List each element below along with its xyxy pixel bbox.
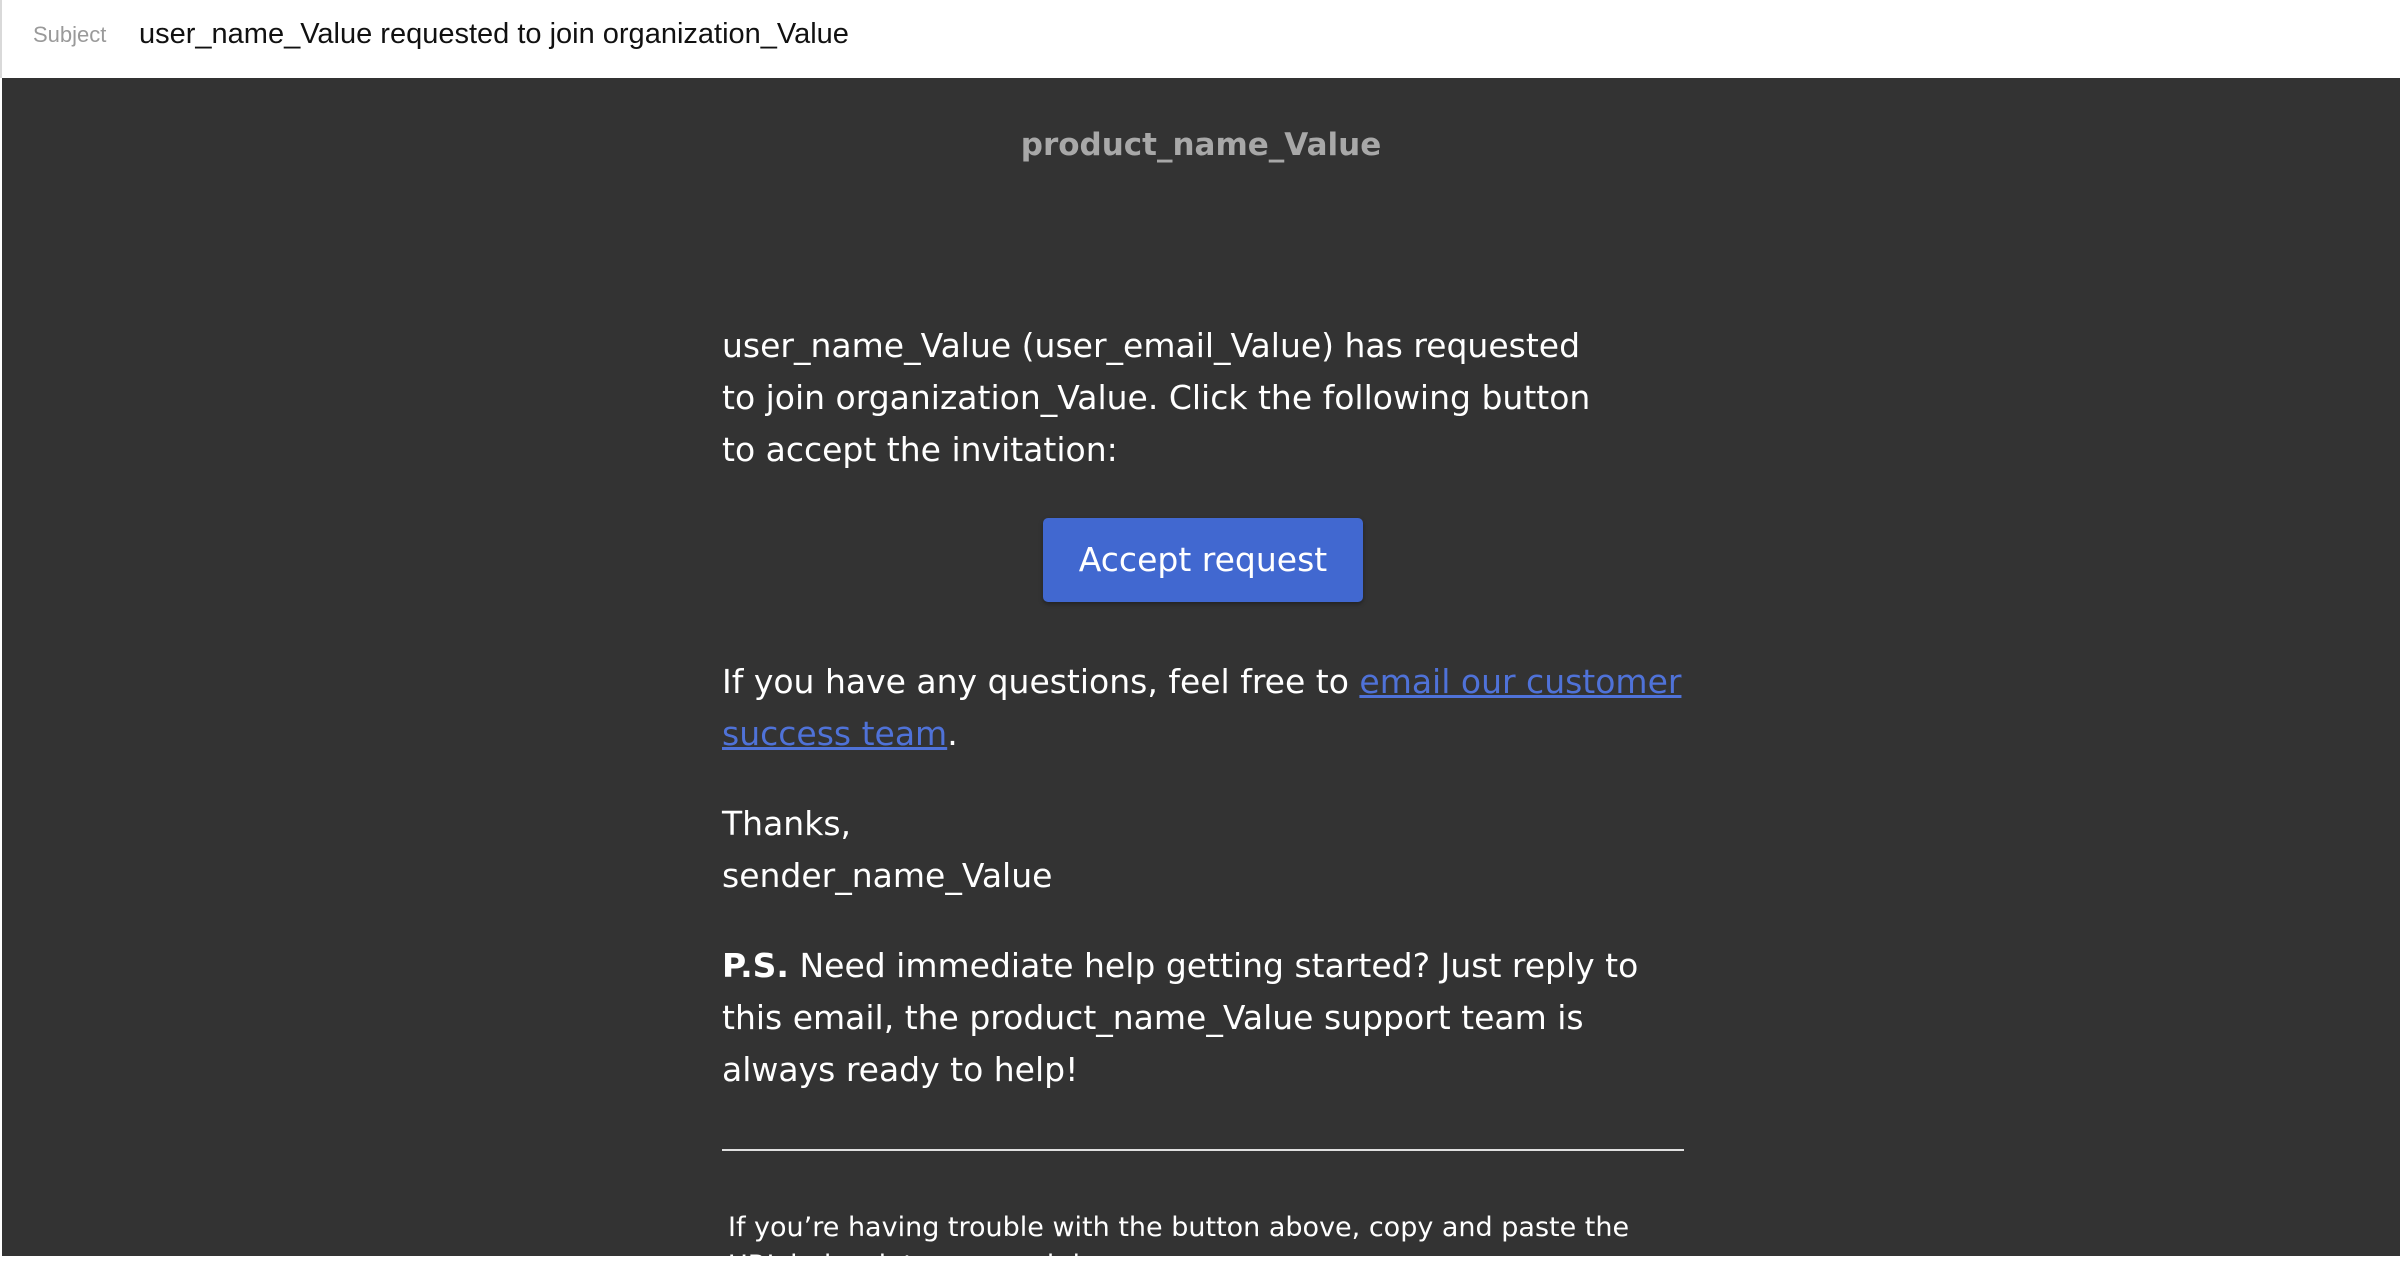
sender-name: sender_name_Value: [722, 856, 1053, 895]
ps-paragraph: [722, 940, 1684, 1096]
questions-prefix: If you have any questions, feel free to: [722, 662, 1360, 701]
email-content: [722, 320, 1684, 1285]
divider: [722, 1149, 1684, 1151]
email-body: [2, 78, 2400, 1281]
intro-paragraph: user_name_Value (user_email_Value) has requested to join organization_Value. Click the following button to accept the invitation:: [722, 326, 1591, 469]
subject-label: Subject: [33, 22, 107, 47]
signoff: [722, 798, 1684, 902]
accept-request-button[interactable]: Accept request: [1043, 518, 1363, 602]
customer-success-link[interactable]: email our customer success team: [722, 662, 1682, 753]
questions-paragraph: [722, 656, 1684, 760]
thanks-text: Thanks,: [722, 804, 852, 843]
button-wrapper: [722, 518, 1684, 602]
product-name-header: product_name_Value: [1020, 127, 1382, 163]
ps-label: P.S.: [722, 946, 789, 985]
ps-text: Need immediate help getting started? Just reply to this email, the product_name_Value support team is always ready to help!: [722, 946, 1639, 1089]
trouble-paragraph: If you’re having trouble with the button above, copy and paste the URL below into your web browser.: [728, 1212, 1630, 1281]
subject-bar: [0, 0, 2400, 78]
questions-suffix: .: [947, 714, 958, 753]
subject-value: user_name_Value requested to join organization_Value: [139, 18, 849, 50]
